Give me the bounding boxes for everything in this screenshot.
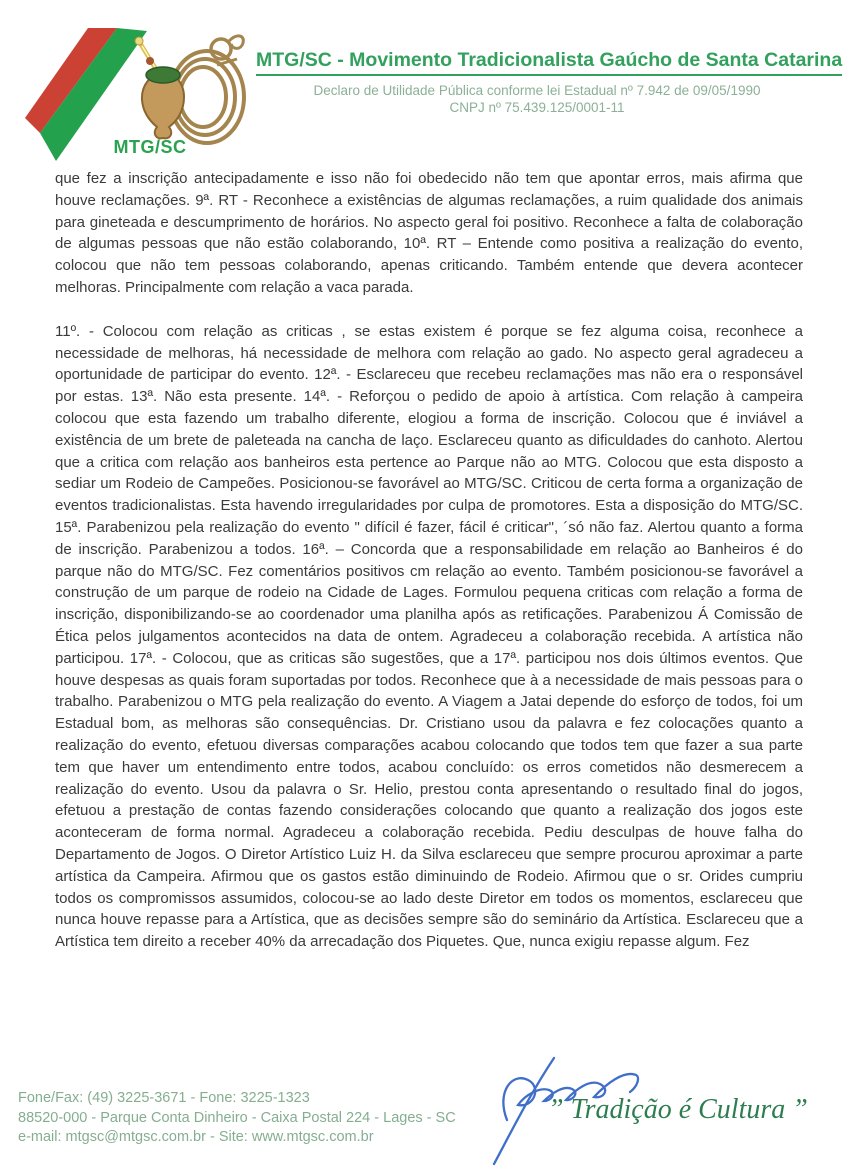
footer-contact — [18, 1089, 456, 1148]
footer-email-site: e-mail: mtgsc@mtgsc.com.br - Site: www.mtgsc.com.br — [18, 1129, 374, 1145]
body-paragraph-2: 11º. - Colocou com relação as criticas , se estas existem é porque se fez alguma coisa, reconhece a necessidade de melhoras, há necessidade de melhora com relação ao gado. No aspecto geral agradeceu a oportunidade de participar do evento. 12ª. - Esclareceu que recebeu reclamações mas não era o responsável por estas. 13ª. Não esta presente. 14ª. - Reforçou o pedido de apoio à artística. Com relação à campeira colocou que esta fazendo um trabalho diferente, elogiou a forma de inscrição. Colocou que é inviável a existência de um brete de paleteada na cancha de laço. Esclareceu quanto as dificuldades do canhoto. Alertou que a critica com relação aos banheiros esta pertence ao Parque não ao MTG. Colocou que esta disposto a sediar um Rodeio de Campeões. Posicionou-se favorável ao MTG/SC. Criticou de certa forma a organização de eventos tradicionalistas. Esta havendo irregularidades por culpa de promotores. Esta a disposição do MTG/SC. 15ª. Parabenizou pela realização do evento " difícil é fazer, fácil é criticar", ´só não faz. Alertou quanto a forma de inscrição. Parabenizou a todos. 16ª. – Concorda que a responsabilidade em relação ao Banheiros é do parque não do MTG/SC. Fez comentários positivos cm relação ao evento. Também posicionou-se favorável a construção de um parque de rodeio na Cidade de Lages. Formulou pequena criticas com relação a forma de inscrição, disponibilizando-se ao coordenador uma planilha após as retificações. Parabenizou Á Comissão de Ética pelos julgamentos acontecidos na data de ontem. Agradeceu a colaboração recebida. A artística não participou. 17ª. - Colocou, que as criticas são sugestões, que a 17ª. participou nos dois últimos eventos. Que houve despesas as quais foram suportadas por todos. Reconhece que à a necessidade de mais pessoas para o trabalho. Parabenizou o MTG pela realização do evento. A Viagem a Jatai depende do esforço de todos, foi um Estadual bom, as melhoras são consequências. Dr. Cristiano usou da palavra e fez colocações quanto a realização do evento, efetuou diversas comparações acabou colocando que todos tem que fazer a sua parte tem que haver um entendimento entre todos, acabou concluído: os erros cometidos não desmerecem a realização do evento. Usou da palavra o Sr. Helio, prestou conta apresentando o resultado final do jogos, efetuou a prestação de contas fazendo considerações colocando que quanto a realização dos jogos este aconteceram de forma normal. Agradeceu a colaboração recebida. Pediu desculpas de houve falha do Departamento de Jogos. O Diretor Artístico Luiz H. da Silva esclareceu que sempre procurou aproximar a parte artística da Campeira. Afirmou que os gastos estão diminuindo de Rodeio. Afirmou que o sr. Orides cumpriu todos os compromissos assumidos, colocou-se ao lado deste Diretor em todos os momentos, esclareceu que nunca houve repasse para a Artística, que as decisões sempre são do seminário da Artística. Esclareceu que a Artística tem direito a receber 40% da arrecadação dos Piquetes. Que, nunca exigiu repasse algum. Fez — [55, 322, 803, 951]
document-body — [55, 168, 803, 953]
footer-address: 88520-000 - Parque Conta Dinheiro - Caixa Postal 224 - Lages - SC — [18, 1109, 456, 1126]
body-paragraph-1: que fez a inscrição antecipadamente e isso não foi obedecido não tem que apontar erros, mais afirma que houve reclamações. 9ª. RT - Reconhece a existências de algumas reclamações, a ruim qualidade dos animais para gineteada e descumprimento de horários. No aspecto geral foi positivo. Reconhece a falta de colaboração de algumas pessoas que não estão colaborando, 10ª. RT – Entende como positiva a realização do evento, colocou que não tem pessoas colaborando, apenas criticando. Também entende que devera acontecer melhoras. Principalmente com relação a vaca parada. — [55, 170, 803, 296]
footer-phone: Fone/Fax: (49) 3225-3671 - Fone: 3225-1323 — [18, 1090, 310, 1106]
subtitle-declaration: Declaro de Utilidade Pública conforme lei Estadual nº 7.942 de 09/05/1990 — [313, 83, 761, 98]
org-title: MTG/SC - Movimento Tradicionalista Gaúcho de Santa Catarina — [256, 49, 842, 76]
logo-label: MTG/SC — [113, 137, 187, 157]
subtitle-cnpj: CNPJ nº 75.439.125/0001-11 — [449, 100, 625, 115]
letterhead-subtitle — [256, 82, 818, 116]
motto-text: ” Tradição é Cultura ” — [548, 1094, 808, 1125]
mate-gourd-logo-icon — [125, 25, 250, 150]
